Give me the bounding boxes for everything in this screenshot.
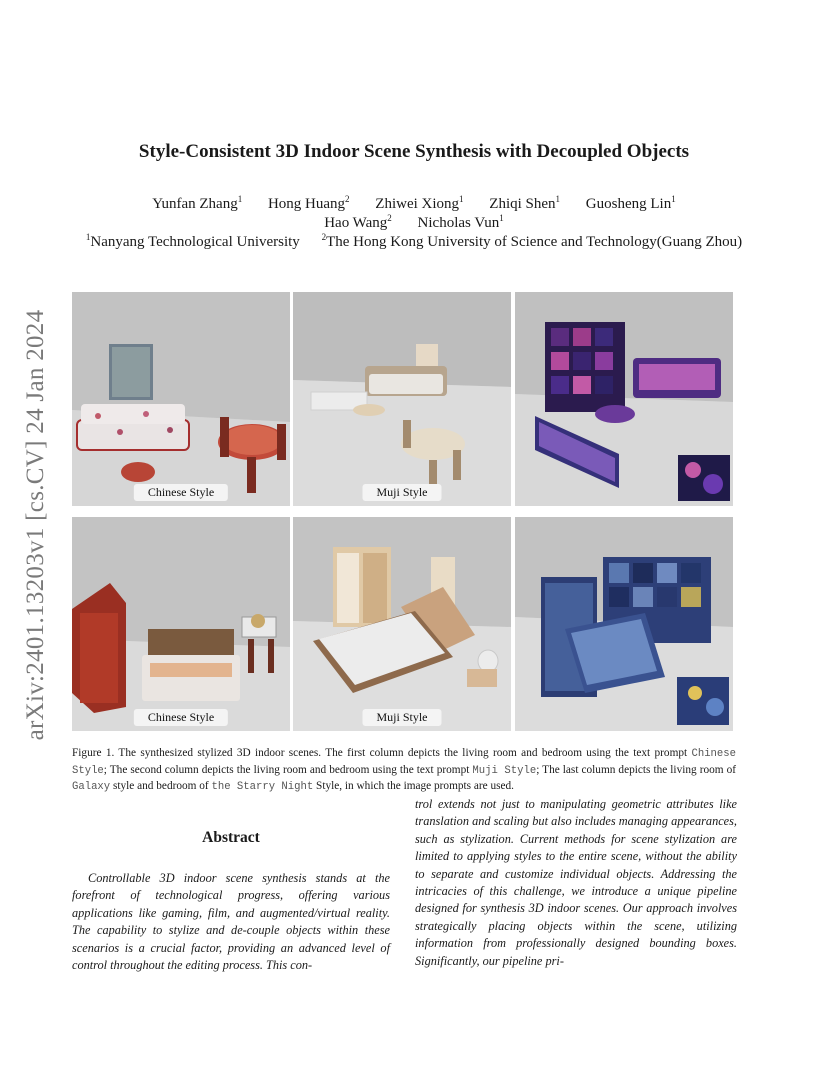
paper-title: Style-Consistent 3D Indoor Scene Synthesis with Decoupled Objects: [138, 141, 690, 162]
figure-panel-bedroom-chinese: [72, 517, 290, 731]
author: Hong Huang$^2$: [267, 194, 350, 212]
author: Hao Wang$^2$: [324, 213, 392, 231]
abstract-text-right-column: trol extends not just to manipulating geometric attributes like translation and scaling but also includes managing appearances, such as stylization. Current methods for scene stylization are limited to applying styles to the entire scene, without the ability to separate and customize individual objects. Addressing the intricacies of this challenge, we introduce a unique pipeline designed for synthesis 3D indoor scenes. Our approach involves strategically placing objects within the scene, utilizing information from professionally designed bounding boxes. Significantly, our pipeline pri-: [415, 797, 737, 968]
panel-label-living-chinese: Chinese Style: [134, 484, 228, 501]
affiliation-list: [0, 234, 828, 251]
author-list-row-2: [0, 215, 828, 232]
abstract-text-left-column: Controllable 3D indoor scene synthesis stands at the forefront of technological progress, offering various applications like gaming, film, and augmented/virtual reality. The capability to stylize and de-couple objects within these scenarios is a crucial factor, providing an advanced level of control throughout the editing process. This con-: [72, 871, 390, 973]
affiliation: $^2$The Hong Kong University of Science and Technology(Guang Zhou): [321, 232, 743, 250]
abstract-heading: Abstract: [202, 829, 260, 846]
author: Guosheng Lin$^1$: [585, 194, 676, 212]
panel-label-living-muji: Muji Style: [362, 484, 441, 501]
arxiv-identifier: arXiv:2401.13203v1 [cs.CV] 24 Jan 2024: [22, 309, 49, 741]
panel-label-bedroom-chinese: Chinese Style: [134, 709, 228, 726]
panel-label-bedroom-muji: Muji Style: [362, 709, 441, 726]
author: Zhiwei Xiong$^1$: [375, 194, 464, 212]
figure-panel-bedroom-muji: [293, 517, 511, 731]
author: Zhiqi Shen$^1$: [489, 194, 561, 212]
author-list-row-1: [0, 196, 828, 213]
author: Nicholas Vun$^1$: [417, 213, 504, 231]
figure-panel-living-galaxy: [515, 292, 733, 506]
figure-panel-bedroom-starry-night: [515, 517, 733, 731]
affiliation: $^1$Nanyang Technological University: [85, 232, 300, 250]
figure-1: [72, 292, 733, 724]
figure-panel-living-muji: [293, 292, 511, 506]
figure-caption: Figure 1. The synthesized stylized 3D indoor scenes. The first column depicts the living room and bedroom using the text prompt Chinese Style; The second column depicts the living room and bedroom using the text prompt Muji Style; The last column depicts the living room of Galaxy style and bedroom of the Starry Night Style, in which the image prompts are used.: [72, 747, 736, 793]
author: Yunfan Zhang$^1$: [152, 194, 243, 212]
figure-panel-living-chinese: [72, 292, 290, 506]
